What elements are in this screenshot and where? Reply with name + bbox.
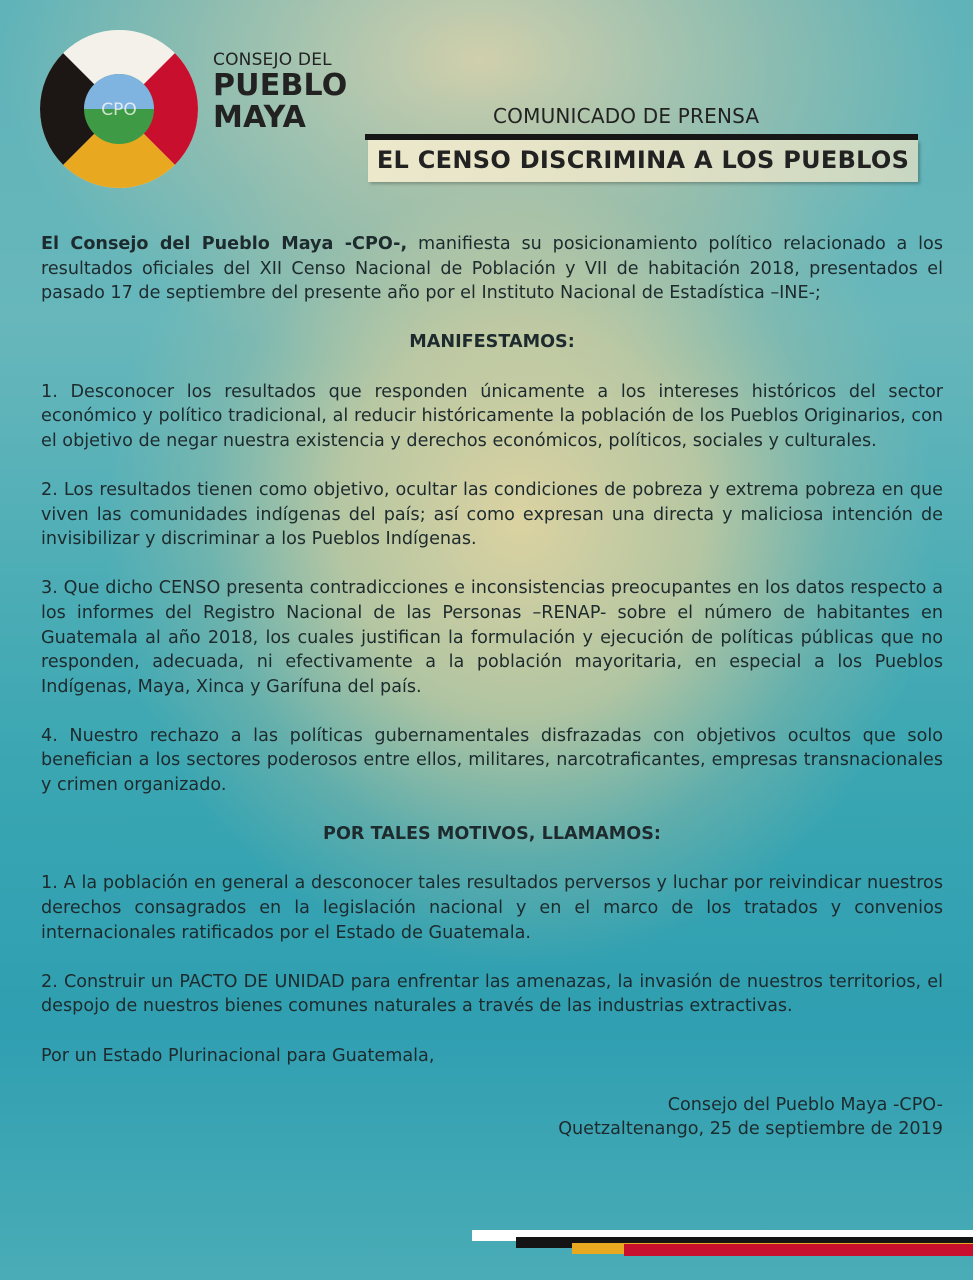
headline-box: [368, 140, 918, 182]
section-heading-llamamos: POR TALES MOTIVOS, LLAMAMOS:: [323, 824, 661, 845]
headline-title: EL CENSO DISCRIMINA A LOS PUEBLOS: [376, 146, 910, 174]
manifest-item-2: 2. Los resultados tienen como objetivo, ocultar las condiciones de pobreza y extrema pobreza en que viven las comunidades indígenas del país; así como expresan una directa y maliciosa intención de invisibilizar y discriminar a los Pueblos Indígenas.: [41, 479, 943, 550]
call-item-2: 2. Construir un PACTO DE UNIDAD para enfrentar las amenazas, la invasión de nuestros territorios, el despojo de nuestros bienes comunes naturales a través de las industrias extractivas.: [41, 971, 943, 1017]
closing-line: Por un Estado Plurinacional para Guatemala,: [41, 1045, 435, 1066]
intro-paragraph: [41, 232, 943, 306]
stripe-red: [624, 1244, 973, 1256]
call-item-1: 1. A la población en general a desconocer tales resultados perversos y luchar por reivindicar nuestros derechos consagrados en la legislación nacional y en el marco de los tratados y convenios internacionales ratificados por el Estado de Guatemala.: [41, 873, 943, 943]
intro-bold: El Consejo del Pueblo Maya -CPO-,: [41, 234, 408, 254]
signature-org: Consejo del Pueblo Maya -CPO-: [667, 1094, 943, 1115]
signature-place-date: Quetzaltenango, 25 de septiembre de 2019: [558, 1119, 943, 1140]
org-name-line-2: PUEBLO: [213, 68, 348, 103]
manifest-item-3: 3. Que dicho CENSO presenta contradicciones e inconsistencias preocupantes en los datos respecto a los informes del Registro Nacional de las Personas –RENAP- sobre el número de habitantes en Guatemala al año 2018, los cuales justifican la formulación y ejecución de políticas públicas que no responden, adecuada, ni efectivamente a la población mayoritaria, en especial a los Pueblos Indígenas, Maya, Xinca y Garífuna del país.: [41, 578, 943, 697]
org-name-line-3: MAYA: [213, 100, 307, 135]
manifest-item-1: 1. Desconocer los resultados que responden únicamente a los intereses históricos del sector económico y político tradicional, al reducir históricamente la población de los Pueblos Originarios, con el objetivo de negar nuestra existencia y derechos económicos, políticos, sociales y culturales.: [41, 381, 943, 451]
organization-name: [213, 52, 347, 133]
press-label: COMUNICADO DE PRENSA: [493, 104, 760, 128]
org-name-line-1: CONSEJO DEL: [213, 50, 332, 70]
manifest-item-4: 4. Nuestro rechazo a las políticas gubernamentales disfrazadas con objetivos ocultos que solo benefician a los sectores poderosos entre ellos, militares, narcotraficantes, empresas transnacionales y crimen organizado.: [41, 725, 943, 796]
intro-rest: manifiesta su posicionamiento político relacionado a los resultados oficiales del XII Censo Nacional de Población y VII de habitación 2018, presentados el pasado 17 de septiembre del presente año por el Instituto Nacional de Estadística –INE-;: [41, 234, 943, 304]
body-text: [41, 232, 943, 1142]
logo-badge-text: CPO: [101, 100, 137, 120]
cpo-logo-icon: [40, 30, 198, 188]
section-heading-manifestamos: MANIFESTAMOS:: [409, 332, 575, 353]
